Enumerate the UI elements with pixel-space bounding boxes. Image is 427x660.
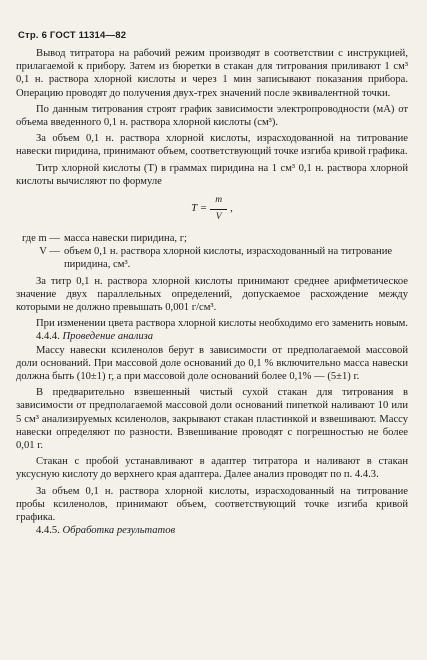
paragraph: По данным титрования строят график зависимости электропроводности (мА) от объема введенного 0,1 н. раствора хлорной кислоты (см³).	[16, 103, 408, 129]
section-heading-4-4-4	[16, 330, 408, 343]
definition-symbol: V —	[39, 246, 60, 258]
formula-denominator: V	[215, 211, 222, 222]
formula-numerator: m	[210, 194, 227, 209]
paragraph: Титр хлорной кислоты (T) в граммах пиридина на 1 см³ 0,1 н. раствора хлорной кислоты вычисляют по формуле	[16, 162, 408, 187]
titer-formula	[16, 192, 408, 226]
definition-row	[16, 232, 408, 245]
section-number: 4.4.5.	[36, 525, 60, 537]
section-title: Проведение анализа	[62, 331, 154, 343]
paragraph: В предварительно взвешенный чистый сухой стакан для титрования в зависимости от предполагаемой массовой доли оснований пипеткой наливают 10 или 5 см³ анализируемых ксиленолов, закрывают стакан пластинкой и взвешивают. Массу навески определяют по разности. Взвешивание проводят с погрешностью не более 0,01 г.	[16, 387, 408, 452]
formula-lhs: T =	[191, 202, 208, 215]
definition-row	[16, 245, 408, 271]
page-header: Стр. 6 ГОСТ 11314—82	[18, 30, 127, 41]
paragraph: При изменении цвета раствора хлорной кислоты необходимо его заменить новым.	[36, 318, 409, 330]
paragraph: Вывод титратора на рабочий режим производят в соответствии с инструкцией, прилагаемой к прибору. Затем из бюретки в стакан для титрования приливают 1 см³ 0,1 н. раствора хлорной кислоты и через 1 мин записывают показания прибора. Операцию проводят до получения двух-трех значений после эквивалентной точки.	[16, 48, 408, 99]
section-number: 4.4.4.	[36, 331, 60, 343]
formula-tail: ,	[230, 202, 233, 215]
definition-text: объем 0,1 н. раствора хлорной кислоты, израсходованный на титрование пиридина, см³.	[64, 246, 393, 271]
document-body	[16, 47, 408, 538]
section-title: Обработка результатов	[62, 525, 176, 537]
paragraph: Стакан с пробой устанавливают в адаптер титратора и наливают в стакан уксусную кислоту до верхнего края адаптера. Далее анализ проводят по п. 4.4.3.	[16, 456, 408, 481]
definition-text: масса навески пиридина, г;	[64, 233, 187, 245]
formula-definitions	[16, 232, 408, 272]
paragraph: За титр 0,1 н. раствора хлорной кислоты принимают среднее арифметическое значение двух параллельных определений, допускаемое расхождение между которыми не должно превышать 0,001 г/см³.	[16, 275, 408, 314]
formula-fraction	[210, 194, 227, 223]
paragraph: Массу навески ксиленолов берут в зависимости от предполагаемой массовой доли оснований. При массовой доле оснований до 0,1 % включительно масса навески должна быть (10±1) г, а при массовой доле оснований более 0,1% — (5±1) г.	[16, 344, 408, 383]
paragraph: За объем 0,1 н. раствора хлорной кислоты, израсходованный на титрование пробы ксиленолов, принимают объем, соответствующий точке изгиба кривой графика.	[16, 485, 408, 524]
paragraph: За объем 0,1 н. раствора хлорной кислоты, израсходованной на титрование навески пиридина, принимают объем, соответствующий точке изгиба кривой графика.	[16, 133, 408, 158]
section-heading-4-4-5	[16, 524, 408, 537]
definition-symbol: где m —	[21, 233, 60, 245]
